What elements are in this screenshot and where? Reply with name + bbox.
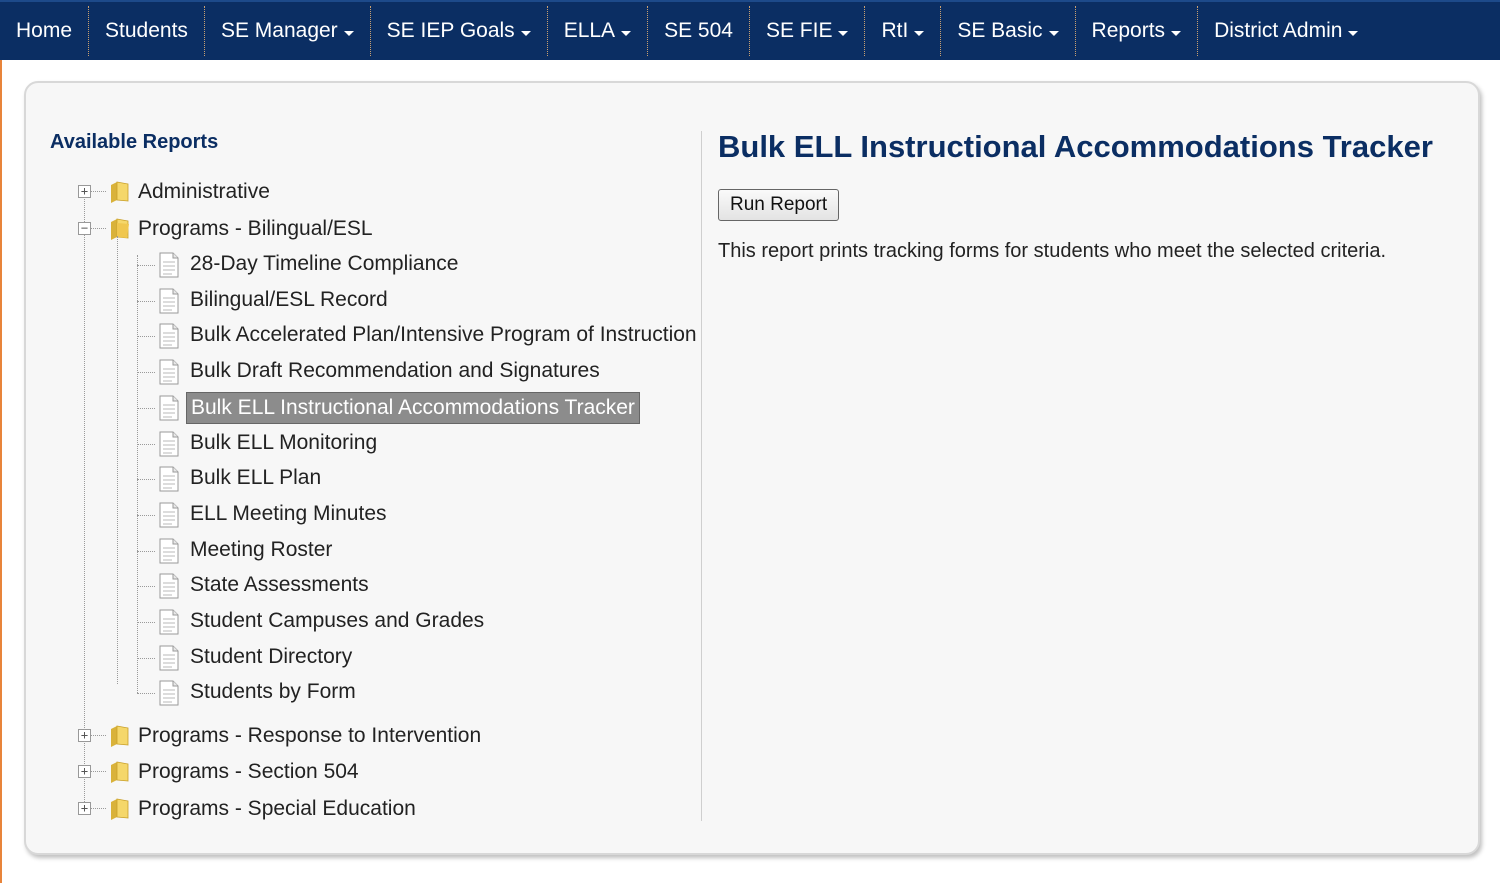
document-icon — [158, 323, 180, 349]
document-icon — [158, 645, 180, 671]
tree-folder-programs-response-to-intervention[interactable]: Programs - Response to Intervention — [138, 724, 482, 747]
tree-connector-line — [90, 228, 106, 229]
caret-down-icon — [838, 31, 848, 36]
tree-item-bulk-accelerated-plan-intensive-program-of-instruction[interactable]: Bulk Accelerated Plan/Intensive Program of Instruction — [190, 323, 697, 347]
tree-connector-line — [137, 586, 155, 587]
collapse-icon[interactable]: − — [78, 222, 91, 235]
tree-item-bulk-ell-plan[interactable]: Bulk ELL Plan — [190, 466, 322, 490]
tree-title: Available Reports — [50, 131, 219, 153]
tree-connector-line — [90, 771, 106, 772]
report-title: Bulk ELL Instructional Accommodations Tracker — [718, 129, 1433, 164]
folder-icon — [109, 180, 131, 204]
tree-connector-line — [137, 372, 155, 373]
folder-icon — [109, 724, 131, 748]
tree-item-28-day-timeline-compliance[interactable]: 28-Day Timeline Compliance — [190, 252, 459, 275]
nav-item-se-iep-goals[interactable] — [371, 6, 548, 56]
document-icon — [158, 573, 180, 599]
nav-item-students[interactable] — [89, 6, 205, 56]
tree-connector-line — [117, 236, 118, 684]
nav-item-label: RtI — [881, 19, 909, 42]
tree-connector-line — [137, 265, 155, 266]
tree-folder-programs-special-education[interactable]: Programs - Special Education — [138, 797, 416, 820]
tree-connector-line — [137, 658, 155, 659]
tree-connector-line — [137, 693, 155, 694]
tree-item-student-directory[interactable]: Student Directory — [190, 644, 353, 668]
caret-down-icon — [344, 31, 354, 36]
nav-item-rti[interactable] — [865, 6, 941, 56]
reports-panel — [24, 81, 1480, 855]
nav-item-se-fie[interactable] — [750, 6, 866, 56]
document-icon — [158, 538, 180, 564]
run-report-button[interactable]: Run Report — [718, 189, 839, 221]
nav-item-label: SE Manager — [220, 19, 338, 42]
nav-item-label: Home — [16, 19, 73, 42]
tree-connector-line — [90, 191, 106, 192]
caret-down-icon — [1348, 31, 1358, 36]
caret-down-icon — [914, 31, 924, 36]
tree-connector-line — [137, 255, 138, 693]
tree-connector-line — [137, 336, 155, 337]
nav-item-label: ELLA — [563, 19, 616, 42]
tree-item-students-by-form[interactable]: Students by Form — [190, 680, 356, 704]
caret-down-icon — [1171, 31, 1181, 36]
tree-connector-line — [137, 301, 155, 302]
document-icon — [158, 680, 180, 706]
document-icon — [158, 609, 180, 635]
nav-item-label: Students — [105, 19, 188, 42]
tree-folder-administrative[interactable]: Administrative — [138, 180, 270, 203]
nav-item-label: SE IEP Goals — [386, 19, 515, 42]
folder-icon — [109, 760, 131, 784]
document-icon — [158, 466, 180, 492]
tree-connector-line — [90, 735, 106, 736]
tree-item-meeting-roster[interactable]: Meeting Roster — [190, 537, 333, 561]
tree-item-bilingual-esl-record[interactable]: Bilingual/ESL Record — [190, 287, 388, 311]
tree-connector-line — [137, 479, 155, 480]
folder-icon — [109, 797, 131, 821]
tree-connector-line — [137, 408, 155, 409]
expand-icon[interactable]: + — [78, 729, 91, 742]
folder-open-icon — [109, 217, 131, 241]
nav-item-se-manager[interactable] — [205, 6, 371, 56]
nav-item-label: SE Basic — [957, 19, 1043, 42]
caret-down-icon — [521, 31, 531, 36]
expand-icon[interactable]: + — [78, 765, 91, 778]
nav-item-label: SE 504 — [664, 19, 733, 42]
tree-connector-line — [137, 444, 155, 445]
tree-item-student-campuses-and-grades[interactable]: Student Campuses and Grades — [190, 609, 485, 632]
tree-item-ell-meeting-minutes[interactable]: ELL Meeting Minutes — [190, 501, 387, 525]
nav-item-district-admin[interactable] — [1198, 6, 1374, 56]
document-icon — [158, 359, 180, 385]
expand-icon[interactable]: + — [78, 185, 91, 198]
nav-item-reports[interactable] — [1076, 6, 1199, 56]
caret-down-icon — [621, 31, 631, 36]
tree-connector-line — [137, 515, 155, 516]
document-icon — [158, 252, 180, 278]
tree-item-bulk-ell-instructional-accommodations-tracker[interactable]: Bulk ELL Instructional Accommodations Tracker — [186, 392, 640, 424]
left-accent-bar — [0, 60, 2, 883]
nav-item-ella[interactable] — [548, 6, 648, 56]
document-icon — [158, 431, 180, 457]
tree-item-state-assessments[interactable]: State Assessments — [190, 573, 369, 597]
report-description: This report prints tracking forms for students who meet the selected criteria. — [718, 240, 1387, 262]
tree-connector-line — [137, 551, 155, 552]
nav-item-se-504[interactable] — [648, 6, 750, 56]
tree-folder-programs-bilingual-esl[interactable]: Programs - Bilingual/ESL — [138, 217, 373, 240]
tree-connector-line — [84, 191, 85, 808]
document-icon — [158, 395, 180, 421]
expand-icon[interactable]: + — [78, 802, 91, 815]
tree-connector-line — [90, 808, 106, 809]
caret-down-icon — [1049, 31, 1059, 36]
nav-item-label: District Admin — [1214, 19, 1343, 42]
tree-folder-programs-section-504[interactable]: Programs - Section 504 — [138, 760, 359, 783]
nav-item-se-basic[interactable] — [941, 6, 1075, 56]
tree-item-bulk-draft-recommendation-and-signatures[interactable]: Bulk Draft Recommendation and Signatures — [190, 359, 600, 383]
tree-item-bulk-ell-monitoring[interactable]: Bulk ELL Monitoring — [190, 430, 378, 454]
panel-divider — [701, 131, 702, 821]
nav-item-label: Reports — [1091, 19, 1166, 42]
nav-item-home[interactable] — [0, 6, 89, 56]
nav-item-label: SE FIE — [765, 19, 833, 42]
tree-connector-line — [137, 622, 155, 623]
top-navigation — [0, 0, 1500, 60]
document-icon — [158, 288, 180, 314]
document-icon — [158, 502, 180, 528]
